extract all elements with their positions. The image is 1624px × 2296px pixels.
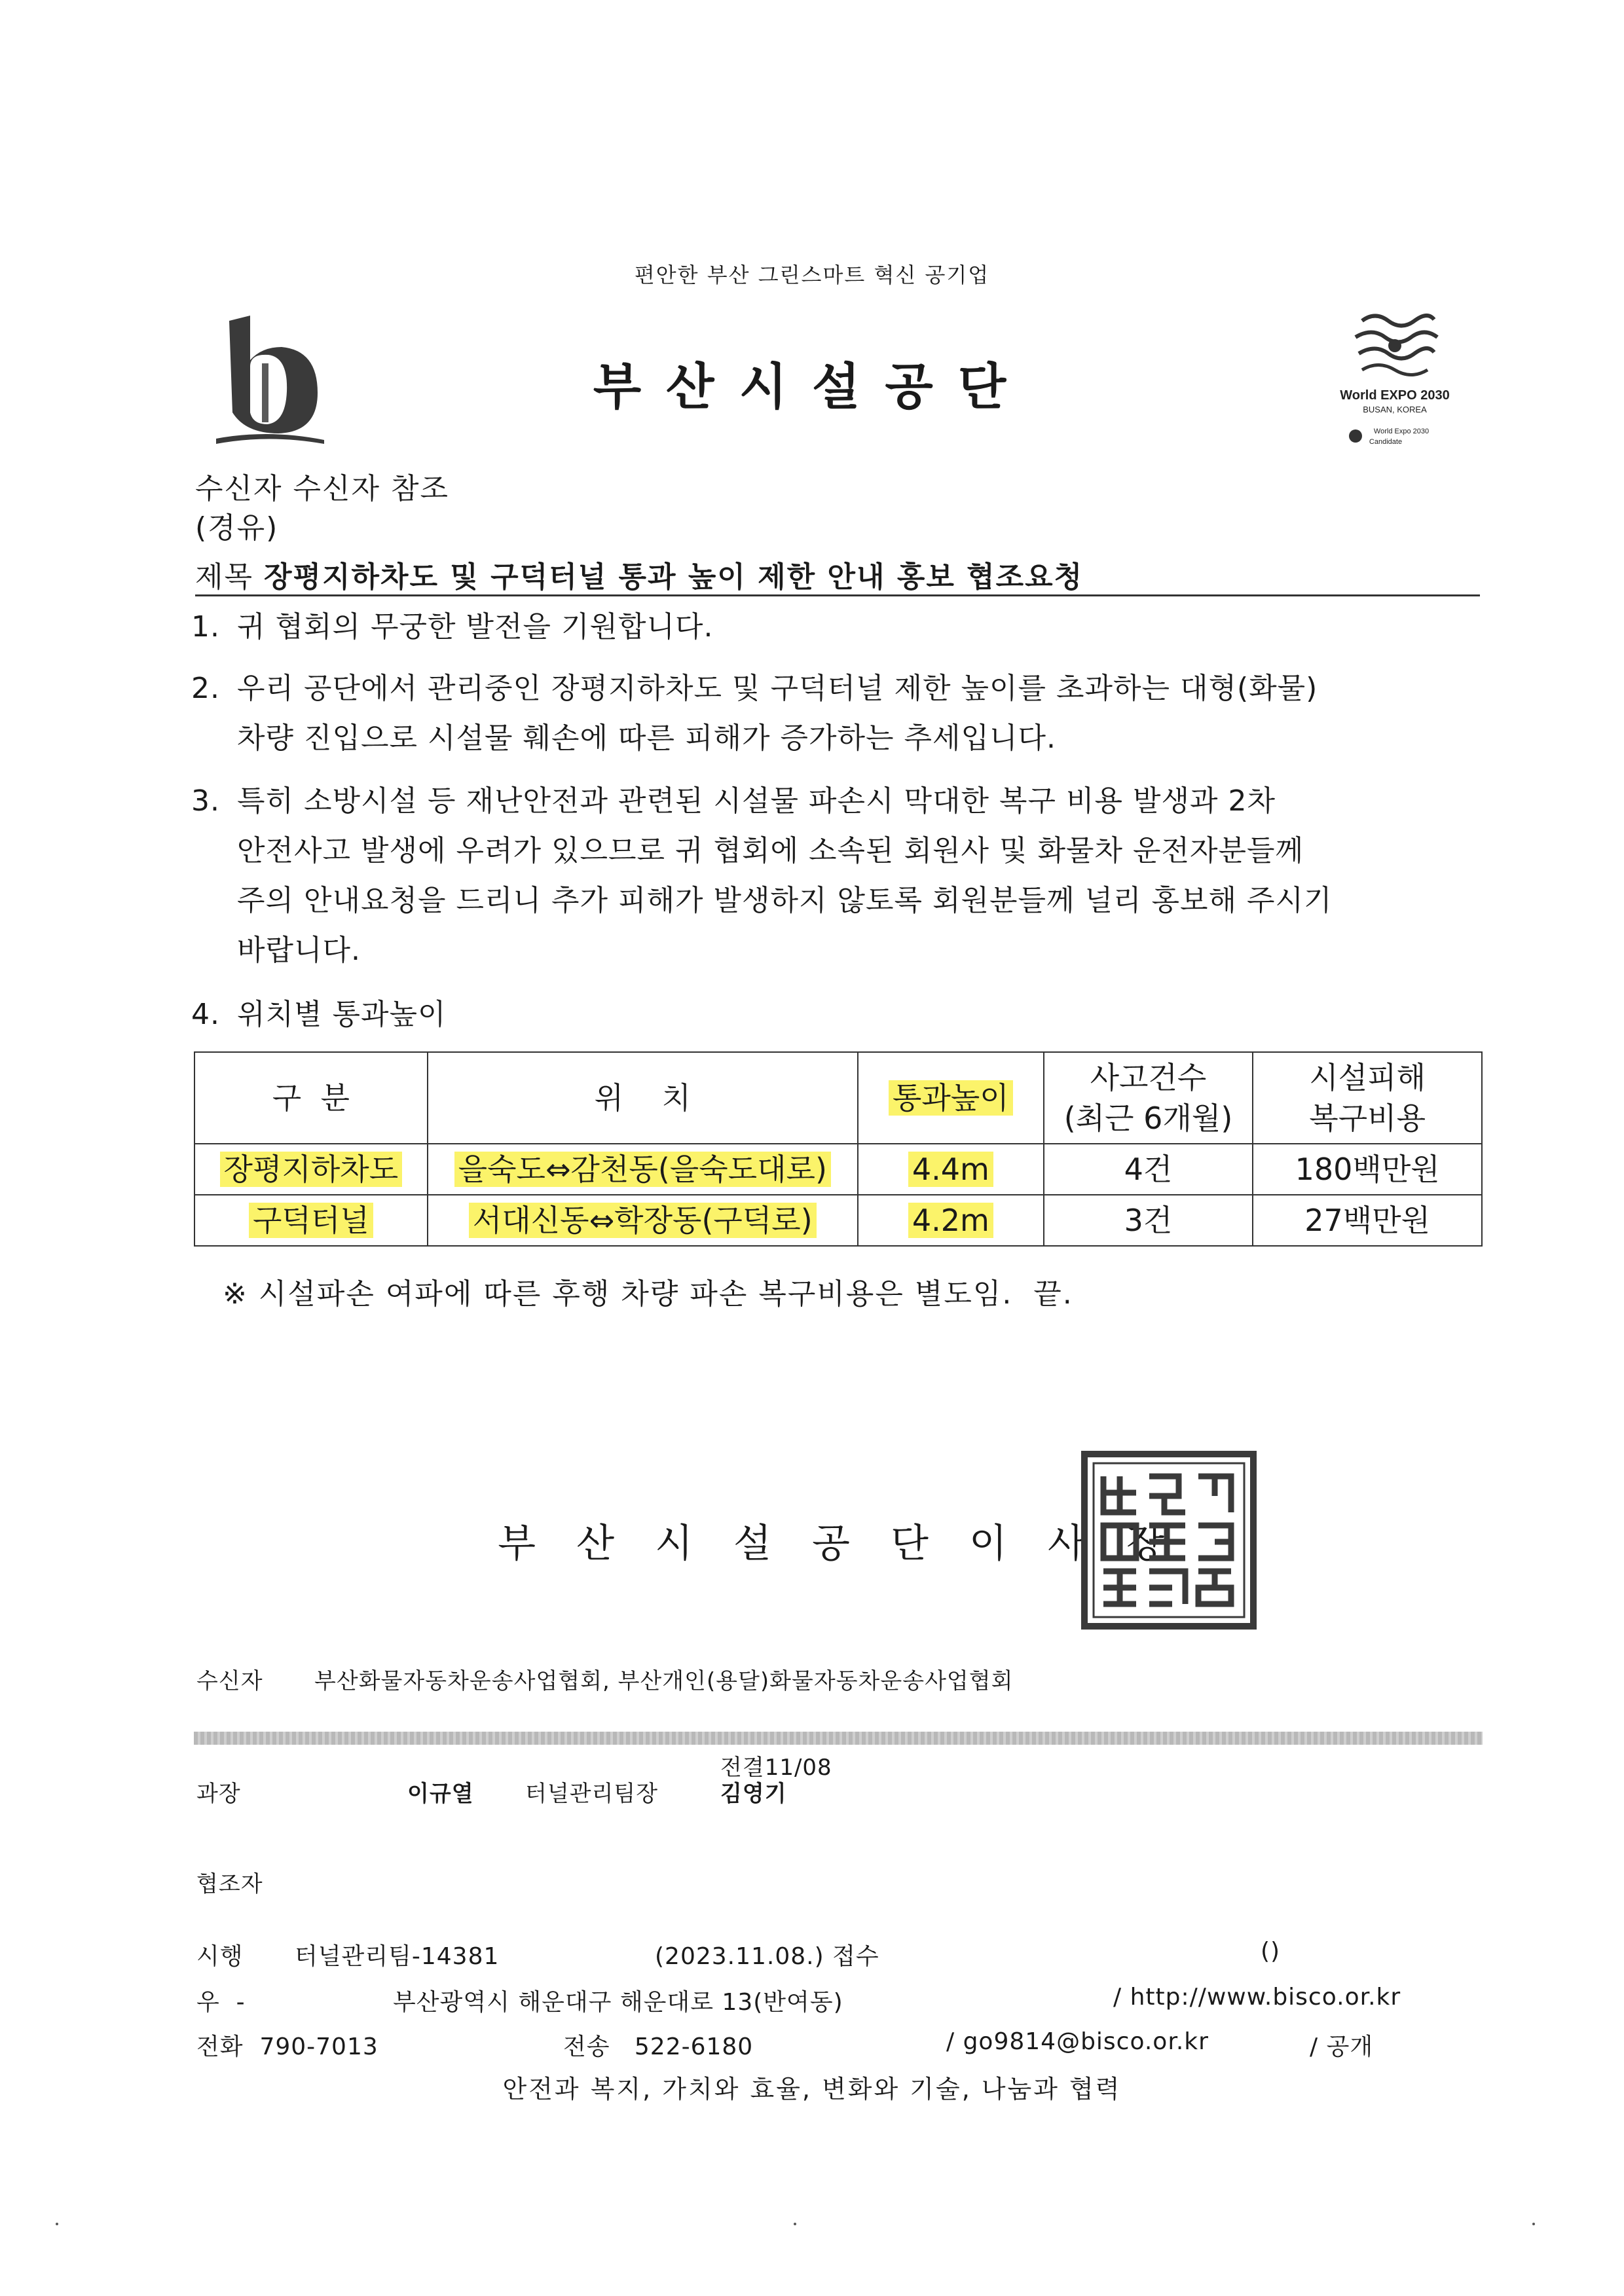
paragraph-number: 1.: [191, 610, 220, 644]
cell-location-text: 서대신동⇔학장동(구덕로): [469, 1203, 817, 1238]
table-row: [194, 1144, 1482, 1195]
table-note: ※ 시설파손 여파에 따른 후행 차량 파손 복구비용은 별도임. 끝.: [223, 1277, 1073, 1311]
paragraph-2: [191, 664, 1481, 763]
paragraph-text: 위치별 통과높이: [237, 998, 447, 1031]
cell-cost: 27백만원: [1253, 1195, 1482, 1246]
header-cost: [1253, 1052, 1482, 1144]
expo-line1: World EXPO 2030: [1340, 388, 1450, 403]
section-divider: [194, 1732, 1483, 1745]
cell-height: [858, 1195, 1044, 1246]
approval-role-1: 과장: [196, 1781, 241, 1807]
footer-disclosure: / 공개: [1310, 2033, 1374, 2060]
cell-location: [428, 1144, 858, 1195]
cell-location-text: 을숙도⇔감천동(을숙도대로): [454, 1152, 831, 1187]
footer-exec-no: 터널관리팀-14381: [295, 1943, 500, 1970]
header-cost-l1: 시설피해: [1309, 1060, 1426, 1095]
paragraph-text: 차량 진입으로 시설물 훼손에 따른 피해가 증가하는 추세입니다.: [237, 721, 1056, 755]
cell-accidents: 3건: [1044, 1195, 1253, 1246]
approval-name-2: 김영기: [720, 1781, 787, 1807]
distribution-line: [196, 1663, 1013, 1695]
header-location: 위 치: [428, 1052, 858, 1144]
cell-height-text: 4.4m: [908, 1152, 993, 1187]
paragraph-text: 주의 안내요청을 드리니 추가 피해가 발생하지 않토록 회원분들께 널리 홍보해 주시기: [237, 884, 1333, 917]
paragraph-3: [191, 776, 1481, 975]
subject-line: [195, 553, 1083, 595]
footer-phone: 전화 790-7013: [196, 2033, 378, 2060]
subject-divider: [195, 594, 1480, 596]
scan-speck: [794, 2223, 796, 2225]
paragraph-number: 3.: [191, 784, 220, 818]
footer-exec-label: 시행: [196, 1943, 244, 1970]
footer-motto: 안전과 복지, 가치와 효율, 변화와 기술, 나눔과 협력: [502, 2075, 1122, 2104]
paragraph-text: 특히 소방시설 등 재난안전과 관련된 시설물 파손시 막대한 복구 비용 발생과 2차: [237, 784, 1276, 818]
paragraph-text: 귀 협회의 무궁한 발전을 기원합니다.: [237, 610, 714, 644]
paragraph-text: 바랍니다.: [237, 934, 361, 967]
footer-exec-date: (2023.11.08.) 접수: [655, 1943, 879, 1970]
approval-name-1: 이규열: [407, 1781, 474, 1807]
scan-speck: [56, 2223, 58, 2225]
footer-website[interactable]: / http://www.bisco.or.kr: [1113, 1984, 1401, 2011]
cell-name: [194, 1195, 428, 1246]
paragraph-number: 4.: [191, 998, 220, 1031]
cell-location: [428, 1195, 858, 1246]
footer-email[interactable]: / go9814@bisco.or.kr: [946, 2028, 1209, 2055]
cell-height: [858, 1144, 1044, 1195]
subject-text: 장평지하차도 및 구덕터널 통과 높이 제한 안내 홍보 협조요청: [264, 560, 1084, 594]
approval-role-2: 터널관리팀장: [525, 1781, 659, 1807]
org-title: 부산시설공단: [593, 357, 1031, 416]
recipient-line: 수신자 수신자 참조: [195, 472, 450, 505]
official-seal-icon: [1080, 1450, 1257, 1630]
sender-title: 부산시설공단이사장: [498, 1521, 1205, 1567]
header-height: [858, 1052, 1044, 1144]
footer-exec-paren: (): [1261, 1938, 1281, 1965]
subject-label: 제목: [195, 560, 254, 594]
cell-name: [194, 1144, 428, 1195]
footer-fax: 전송 522-6180: [563, 2033, 754, 2060]
table-header-row: [194, 1052, 1482, 1144]
scan-speck: [1532, 2223, 1535, 2225]
cell-height-text: 4.2m: [908, 1203, 993, 1238]
height-limit-table: [194, 1051, 1483, 1247]
cell-name-text: 구덕터널: [249, 1203, 373, 1238]
via-line: (경유): [195, 511, 279, 545]
cell-name-text: 장평지하차도: [220, 1152, 403, 1187]
footer-address: 부산광역시 해운대구 해운대로 13(반여동): [393, 1989, 843, 2016]
header-accidents-l2: (최근 6개월): [1063, 1101, 1233, 1136]
header-category: 구 분: [194, 1052, 428, 1144]
paragraph-text: 우리 공단에서 관리중인 장평지하차도 및 구덕터널 제한 높이를 초과하는 대형(화물): [237, 672, 1318, 705]
header-accidents-l1: 사고건수: [1090, 1060, 1207, 1095]
cooperator-label: 협조자: [196, 1871, 263, 1897]
cell-cost: 180백만원: [1253, 1144, 1482, 1195]
paragraph-1: [191, 602, 1481, 652]
expo-line3: World Expo 2030: [1373, 428, 1430, 435]
paragraph-text: 안전사고 발생에 우려가 있으므로 귀 협회에 소속된 회원사 및 화물차 운전자분들께: [237, 834, 1304, 867]
approval-note: 전결11/08: [720, 1755, 832, 1781]
paragraph-number: 2.: [191, 672, 220, 705]
header-accidents: [1044, 1052, 1253, 1144]
slogan: 편안한 부산 그린스마트 혁신 공기업: [634, 263, 990, 287]
expo-line2: BUSAN, KOREA: [1363, 405, 1427, 414]
expo-line4: Candidate: [1369, 438, 1403, 446]
paragraph-4: [191, 990, 1481, 1040]
distribution-label: 수신자: [196, 1668, 263, 1694]
distribution-list: 부산화물자동차운송사업협회, 부산개인(용달)화물자동차운송사업협회: [314, 1668, 1014, 1694]
footer-post-label: 우 -: [196, 1989, 246, 2016]
header-height-text: 통과높이: [889, 1080, 1013, 1116]
cell-accidents: 4건: [1044, 1144, 1253, 1195]
world-expo-logo-icon: [1336, 308, 1454, 458]
header-cost-l2: 복구비용: [1309, 1101, 1426, 1136]
table-row: [194, 1195, 1482, 1246]
